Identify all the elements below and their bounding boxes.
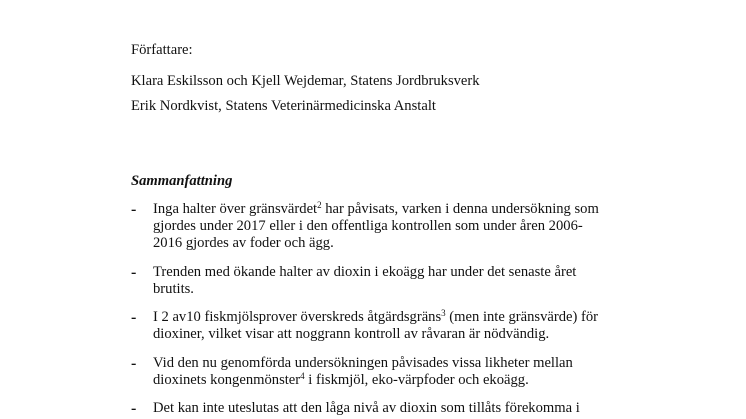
item-text: dioxinets kongenmönster	[153, 372, 301, 388]
bullet-marker: -	[131, 400, 137, 417]
bullet-marker: -	[131, 309, 137, 326]
summary-item-1	[153, 201, 633, 252]
item-text: I 2 av10 fiskmjölsprover överskreds åtgärdsgräns	[153, 309, 442, 325]
item-text: (men inte gränsvärde) för	[445, 309, 599, 325]
item-text: Inga halter över gränsvärdet	[153, 201, 318, 217]
item-text: har påvisats, varken i denna undersökning som	[321, 201, 599, 217]
bullet-marker: -	[131, 264, 137, 281]
footnote-ref: 4	[300, 371, 305, 381]
item-text: Vid den nu genomförda undersökningen påvisades vissa likheter mellan	[153, 355, 573, 371]
footnote-ref: 3	[441, 308, 446, 318]
item-text: dioxiner, vilket visar att noggrann kontroll av råvaran är nödvändig.	[153, 326, 550, 342]
summary-item-3	[153, 309, 633, 343]
item-text: Det kan inte uteslutas att den låga nivå av dioxin som tillåts förekomma i	[153, 400, 580, 416]
item-text: brutits.	[153, 281, 194, 297]
author-line-1: Klara Eskilsson och Kjell Wejdemar, Statens Jordbruksverk	[131, 73, 480, 89]
item-text: gjordes under 2017 eller i den offentliga kontrollen som under åren 2006-	[153, 218, 583, 234]
authors-label: Författare:	[131, 42, 193, 58]
author-line-2: Erik Nordkvist, Statens Veterinärmedicinska Anstalt	[131, 98, 436, 114]
item-text: 2016 gjordes av foder och ägg.	[153, 235, 334, 251]
footnote-ref: 2	[317, 200, 322, 210]
bullet-marker: -	[131, 201, 137, 218]
summary-heading: Sammanfattning	[131, 173, 233, 189]
summary-item-2	[153, 264, 633, 298]
bullet-marker: -	[131, 355, 137, 372]
item-text: Trenden med ökande halter av dioxin i ekoägg har under det senaste året	[153, 264, 577, 280]
item-text: i fiskmjöl, eko-värpfoder och ekoägg.	[304, 372, 529, 388]
summary-item-4	[153, 355, 633, 389]
summary-item-5	[153, 400, 633, 417]
